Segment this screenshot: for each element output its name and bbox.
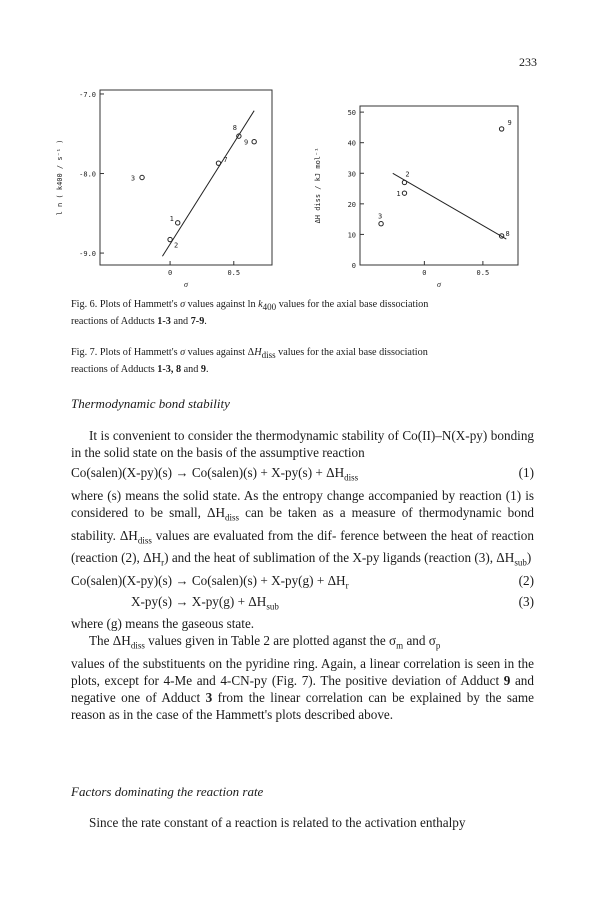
point-label: 3 [130, 174, 136, 183]
data-point [216, 161, 220, 165]
equation-3: $X-py(s) \to X-py(g) + \Delta H_{sub}$ (3) [131, 594, 534, 612]
y-tick-label: -7.0 [79, 90, 96, 99]
fit-line [162, 111, 254, 257]
point-label: 2 [173, 241, 179, 250]
x-axis-label: σ [184, 280, 188, 289]
y-tick-label: 50 [347, 109, 356, 118]
plot-frame [100, 90, 272, 265]
data-point [168, 237, 172, 241]
y-tick-label: 40 [347, 139, 356, 148]
fig7-chart [300, 80, 540, 305]
data-point [379, 222, 383, 226]
y-tick-label: -9.0 [79, 250, 96, 259]
y-tick-label: 20 [347, 200, 356, 209]
y-tick-label: 0 [351, 262, 356, 270]
data-point [402, 180, 406, 184]
fit-line [393, 173, 507, 239]
x-tick-label: 0 [422, 269, 427, 277]
point-label: 3 [377, 212, 383, 221]
data-point [140, 175, 144, 179]
paragraph-1: It is convenient to consider the thermodynamic stability of Co(II)–N(X-py) bonding in the solid state on the basis of the assumptive reaction [71, 428, 535, 460]
section-heading-thermodynamic: Thermodynamic bond stability [71, 396, 230, 411]
equation-2: Co(salen)(X-py)(s) → Co(salen)(s) + $X-py(g) + \Delta H_r$ (2) [71, 573, 534, 591]
point-label: 7 [223, 156, 228, 165]
point-label: 1 [396, 190, 401, 199]
y-tick-label: 30 [347, 170, 356, 179]
data-point [176, 221, 180, 225]
point-label: 9 [507, 118, 512, 127]
fig6-caption: Fig. 6. Plots of Hammett's σ values against $\ln k_{400}$ values for the axial base dissociation reactions of Adducts 1-3 and 7-9. [71, 299, 429, 327]
y-axis-label: ΔH diss / kJ mol⁻¹ [314, 147, 322, 224]
fig7-caption: Fig. 7. Plots of Hammett's σ values against $\Delta H_{diss}$ values for the axial base dissociation reactions of Adducts 1-3, 8 and 9. [71, 347, 428, 375]
point-label: 1 [169, 214, 174, 223]
fig6-chart [52, 80, 292, 305]
paragraph-4: Since the rate constant of a reaction is related to the activation enthalpy [89, 815, 466, 830]
x-axis-label: σ [437, 280, 441, 289]
data-point [402, 191, 406, 195]
section-heading-factors: Factors dominating the reaction rate [71, 784, 264, 799]
page-number: 233 [519, 55, 537, 69]
y-axis-label: l n ( k400 / s⁻¹ ) [56, 139, 64, 216]
x-tick-label: 0.5 [227, 269, 241, 277]
x-tick-label: 0.5 [476, 269, 490, 277]
point-label: 8 [232, 124, 237, 133]
equation-1: Co(salen)(X-py)(s) → Co(salen)(s) + $X-py(s) + \Delta H_{diss}$ (1) [71, 465, 534, 483]
paragraph-3: where (g) means the gaseous state. The $\Delta H_{diss}$ values given in Table 2 are plotted aganst the $\sigma_m$ and $\sigma_p$ values of the substituents on the pyridine ring. Again, a linear correlation is seen in the plots, except for 4-Me and 4-CN-py (Fig. 7). The positive deviation of Adduct 9 and negative one of Adduct 3 from the linear correlation can be explained by the same reason as in the case of the Hammett's plots described above. [71, 616, 534, 722]
data-point [499, 127, 503, 131]
y-tick-label: -8.0 [79, 170, 96, 179]
point-label: 9 [244, 138, 249, 147]
plot-frame [360, 106, 518, 265]
data-point [252, 140, 256, 144]
paragraph-2: where (s) means the solid state. As the entropy change accompanied by reaction (1) is considered to be small, $\Delta H_{diss}$ can be taken as a measure of thermodynamic bond stability. $\Delta H_{diss}$ values are evaluated from the dif- ference between the heat of reaction (reaction (2), $\Delta H_r$) and the heat of sublimation of the X-py ligands (reaction (3), $\Delta H_{sub}$) [71, 488, 535, 568]
point-label: 2 [405, 170, 410, 179]
y-tick-label: 10 [347, 231, 356, 240]
x-tick-label: 0 [167, 269, 173, 277]
point-label: 8 [505, 229, 510, 238]
